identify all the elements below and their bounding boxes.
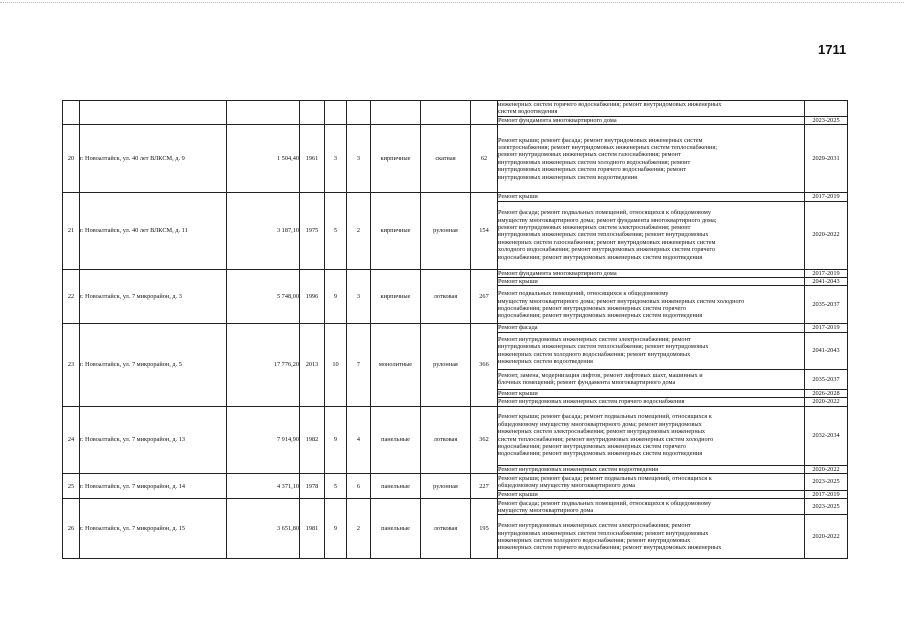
repair-period: 2035-2037	[805, 369, 848, 389]
repair-works: Ремонт крыши	[498, 389, 805, 397]
row-number: 26	[63, 499, 80, 559]
building-address: г. Новоалтайск, ул. 40 лет ВЛКСМ, д. 9	[80, 125, 227, 193]
table-row	[63, 125, 848, 193]
wall-material: панельные	[371, 474, 421, 499]
floors-count: 5	[325, 474, 347, 499]
total-area: 3 187,10	[227, 193, 300, 269]
total-area: 7 914,90	[227, 406, 300, 473]
entrances-count: 4	[347, 406, 371, 473]
building-address: г. Новоалтайск, ул. 7 микрорайон, д. 13	[80, 406, 227, 473]
roof-type: лотковая	[421, 499, 471, 559]
repair-period: 2026-2028	[805, 389, 848, 397]
repair-period: 2023-2025	[805, 474, 848, 491]
apartments-count: 154	[471, 193, 498, 269]
build-year: 1961	[300, 125, 325, 193]
building-address: г. Новоалтайск, ул. 7 микрорайон, д. 5	[80, 324, 227, 406]
repair-period: 2017-2019	[805, 324, 848, 332]
build-year: 2013	[300, 324, 325, 406]
repair-works: Ремонт подвальных помещений, относящихся к общедомовому имуществу многоквартирного дома; ремонт внутридомовых инженерных систем холодного водоснабжения; ремонт внутридомовых инженерных систем горячего водоснабжения; ремонт внутридомовых инженерных систем водоотведения	[498, 286, 805, 324]
floors-count: 5	[325, 193, 347, 269]
row-number	[63, 101, 80, 125]
build-year: 1975	[300, 193, 325, 269]
build-year: 1978	[300, 474, 325, 499]
repair-works: Ремонт фундамента многоквартирного дома	[498, 269, 805, 277]
table-row	[63, 406, 848, 465]
entrances-count: 2	[347, 193, 371, 269]
floors-count	[325, 101, 347, 125]
roof-type: лотковая	[421, 269, 471, 324]
repair-works: Ремонт внутридомовых инженерных систем водоотведения	[498, 465, 805, 473]
apartments-count: 62	[471, 125, 498, 193]
apartments-count: 195	[471, 499, 498, 559]
total-area: 17 776,20	[227, 324, 300, 406]
entrances-count: 2	[347, 499, 371, 559]
building-address: г. Новоалтайск, ул. 40 лет ВЛКСМ, д. 11	[80, 193, 227, 269]
floors-count: 9	[325, 269, 347, 324]
build-year: 1981	[300, 499, 325, 559]
repair-works: Ремонт внутридомовых инженерных систем электроснабжения; ремонт внутридомовых инженерных систем теплоснабжения; ремонт внутридомовых инженерных систем холодного водоснабжения; ремонт внутридомовых инженерных систем водоотведения	[498, 332, 805, 369]
build-year: 1982	[300, 406, 325, 473]
repair-period: 2023-2025	[805, 499, 848, 515]
entrances-count: 3	[347, 269, 371, 324]
wall-material: панельные	[371, 406, 421, 473]
apartments-count: 267	[471, 269, 498, 324]
repair-works: Ремонт крыши; ремонт фасада; ремонт подвальных помещений, относящихся к общедомовому имуществу многоквартирного дома	[498, 474, 805, 491]
total-area: 4 371,10	[227, 474, 300, 499]
apartments-count: 366	[471, 324, 498, 406]
build-year	[300, 101, 325, 125]
repair-works: Ремонт крыши; ремонт фасада; ремонт подвальных помещений, относящихся к общедомовому имуществу многоквартирного дома; ремонт внутридомовых инженерных систем электроснабжения; ремонт внутридомовых инженерных систем теплоснабжения; ремонт внутридомовых инженерных систем холодного водоснабжения; ремонт внутридомовых инженерных систем горячего водоснабжения; ремонт внутридомовых инженерных систем водоотведения	[498, 406, 805, 465]
row-number: 24	[63, 406, 80, 473]
floors-count: 9	[325, 406, 347, 473]
repair-works: Ремонт фасада; ремонт подвальных помещений, относящихся к общедомовому имуществу многоквартирного дома	[498, 499, 805, 515]
building-address	[80, 101, 227, 125]
repair-works: Ремонт, замена, модернизация лифтов, ремонт лифтовых шахт, машинных и блочных помещений; ремонт фундамента многоквартирного дома	[498, 369, 805, 389]
wall-material: монолитные	[371, 324, 421, 406]
wall-material	[371, 101, 421, 125]
repair-period: 2041-2043	[805, 332, 848, 369]
page-number: 1711	[818, 42, 847, 57]
wall-material: кирпичные	[371, 125, 421, 193]
repair-works: Ремонт крыши	[498, 278, 805, 286]
apartments-count: 362	[471, 406, 498, 473]
repair-works: Ремонт крыши; ремонт фасада; ремонт внутридомовых инженерных систем электроснабжения; ремонт внутридомовых инженерных систем теплоснабжения; ремонт внутридомовых инженерных систем газоснабжения; ремонт внутридомовых инженерных систем холодного водоснабжения; ремонт внутридомовых инженерных систем горячего водоснабжения; ремонт внутридомовых инженерных систем водоотведения	[498, 125, 805, 193]
repair-works: Ремонт внутридомовых инженерных систем электроснабжения; ремонт внутридомовых инженерных систем теплоснабжения; ремонт внутридомовых инженерных систем холодного водоснабжения; ремонт внутридомовых инженерных систем горячего водоснабжения; ремонт внутридомовых инженерных	[498, 515, 805, 559]
entrances-count	[347, 101, 371, 125]
repair-works: Ремонт крыши	[498, 491, 805, 499]
repair-works: Ремонт крыши	[498, 193, 805, 201]
repair-works: Ремонт фасада; ремонт подвальных помещений, относящихся к общедомовому имуществу многоквартирного дома; ремонт фундамента многоквартирного дома; ремонт внутридомовых инженерных систем электроснабжения; ремонт внутридомовых инженерных систем теплоснабжения; ремонт внутридомовых инженерных систем газоснабжения; ремонт внутридомовых инженерных систем холодного водоснабжения; ремонт внутридомовых инженерных систем горячего водоснабжения; ремонт внутридомовых инженерных систем водоотведения	[498, 201, 805, 269]
wall-material: кирпичные	[371, 193, 421, 269]
repair-works: инженерных систем горячего водоснабжения; ремонт внутридомовых инженерных систем водоотведения	[498, 101, 805, 117]
total-area: 3 651,80	[227, 499, 300, 559]
table-row	[63, 324, 848, 332]
total-area: 5 748,00	[227, 269, 300, 324]
repair-period: 2020-2022	[805, 201, 848, 269]
roof-type: рулонная	[421, 474, 471, 499]
repair-period: 2023-2025	[805, 116, 848, 124]
repair-period: 2020-2022	[805, 515, 848, 559]
building-address: г. Новоалтайск, ул. 7 микрорайон, д. 14	[80, 474, 227, 499]
table-row	[63, 269, 848, 277]
repair-period: 2041-2043	[805, 278, 848, 286]
roof-type: скатная	[421, 125, 471, 193]
floors-count: 10	[325, 324, 347, 406]
row-number: 22	[63, 269, 80, 324]
wall-material: панельные	[371, 499, 421, 559]
table-row	[63, 101, 848, 117]
entrances-count: 6	[347, 474, 371, 499]
row-number: 23	[63, 324, 80, 406]
repair-works: Ремонт фундамента многоквартирного дома	[498, 116, 805, 124]
row-number: 21	[63, 193, 80, 269]
repair-period: 2017-2019	[805, 269, 848, 277]
roof-type	[421, 101, 471, 125]
table-row	[63, 499, 848, 515]
table-row	[63, 193, 848, 201]
repair-period: 2035-2037	[805, 286, 848, 324]
roof-type: рулонная	[421, 324, 471, 406]
repair-period: 2020-2022	[805, 398, 848, 406]
scan-edge-line	[0, 2, 904, 4]
floors-count: 3	[325, 125, 347, 193]
row-number: 20	[63, 125, 80, 193]
total-area: 1 504,40	[227, 125, 300, 193]
repair-period: 2017-2019	[805, 491, 848, 499]
repair-period: 2029-2031	[805, 125, 848, 193]
build-year: 1996	[300, 269, 325, 324]
building-address: г. Новоалтайск, ул. 7 микрорайон, д. 15	[80, 499, 227, 559]
roof-type: лотковая	[421, 406, 471, 473]
entrances-count: 3	[347, 125, 371, 193]
total-area	[227, 101, 300, 125]
housing-repair-table	[62, 100, 848, 559]
repair-works: Ремонт внутридомовых инженерных систем горячего водоснабжения	[498, 398, 805, 406]
apartments-count	[471, 101, 498, 125]
table-row	[63, 474, 848, 491]
repair-period: 2020-2022	[805, 465, 848, 473]
roof-type: рулонная	[421, 193, 471, 269]
repair-period: 2032-2034	[805, 406, 848, 465]
row-number: 25	[63, 474, 80, 499]
building-address: г. Новоалтайск, ул. 7 микрорайон, д. 3	[80, 269, 227, 324]
apartments-count: 227	[471, 474, 498, 499]
wall-material: кирпичные	[371, 269, 421, 324]
floors-count: 9	[325, 499, 347, 559]
entrances-count: 7	[347, 324, 371, 406]
repair-works: Ремонт фасада	[498, 324, 805, 332]
repair-period: 2017-2019	[805, 193, 848, 201]
repair-period	[805, 101, 848, 117]
